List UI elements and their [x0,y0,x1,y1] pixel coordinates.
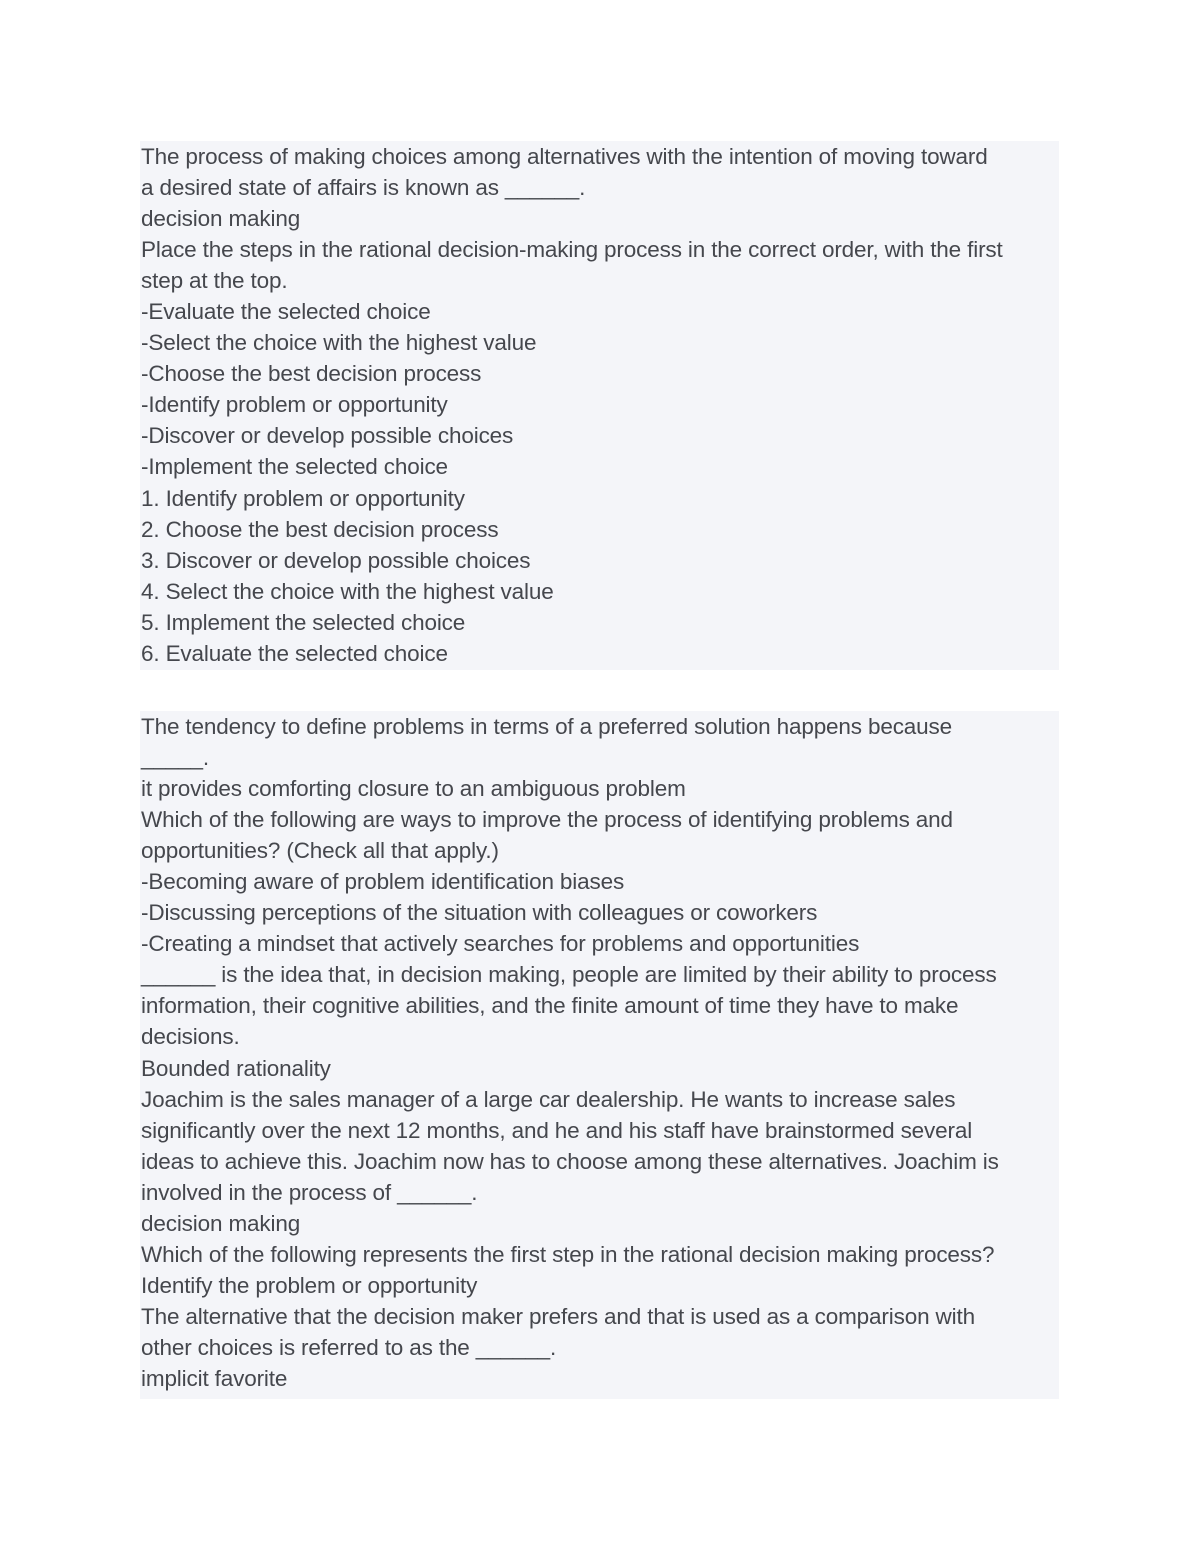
answer-line: decision making [141,1210,301,1236]
text-line: Which of the following are ways to improve the process of identifying problems and [141,807,953,833]
qa-block-1 [140,141,1059,670]
list-item: -Becoming aware of problem identification biases [141,869,625,895]
text-line: Place the steps in the rational decision-making process in the correct order, with the first [141,237,1003,263]
list-item: -Implement the selected choice [141,454,448,480]
text-line: significantly over the next 12 months, and he and his staff have brainstormed several [141,1117,973,1143]
text-line: a desired state of affairs is known as ______. [141,175,586,201]
text-line: The tendency to define problems in terms of a preferred solution happens because [141,714,952,739]
text-line: information, their cognitive abilities, and the finite amount of time they have to make [141,993,959,1019]
text-line: other choices is referred to as the ______. [141,1334,557,1360]
answer-line: Bounded rationality [141,1055,331,1081]
text-line: opportunities? (Check all that apply.) [141,838,499,864]
text-line: ideas to achieve this. Joachim now has to choose among these alternatives. Joachim is [141,1148,999,1174]
answer-line: it provides comforting closure to an ambiguous problem [141,776,686,802]
text-line: _____. [141,745,209,771]
ordered-step: 5. Implement the selected choice [141,609,466,635]
list-item: -Identify problem or opportunity [141,392,448,418]
list-item: -Discussing perceptions of the situation with colleagues or coworkers [141,900,818,926]
answer-line: Identify the problem or opportunity [141,1272,478,1298]
ordered-step: 4. Select the choice with the highest value [141,578,554,604]
list-item: -Evaluate the selected choice [141,299,431,325]
ordered-step: 3. Discover or develop possible choices [141,547,531,573]
answer-line: implicit favorite [141,1365,288,1391]
list-item: -Choose the best decision process [141,361,482,387]
ordered-step: 6. Evaluate the selected choice [141,640,448,666]
text-line: Which of the following represents the first step in the rational decision making process? [141,1241,995,1267]
ordered-step: 1. Identify problem or opportunity [141,485,465,511]
text-line: decisions. [141,1024,240,1050]
text-line: ______ is the idea that, in decision making, people are limited by their ability to process [141,962,997,988]
list-item: -Creating a mindset that actively searches for problems and opportunities [141,931,860,957]
text-line: Joachim is the sales manager of a large car dealership. He wants to increase sales [141,1086,956,1112]
answer-line: decision making [141,206,301,232]
text-line: The alternative that the decision maker prefers and that is used as a comparison with [141,1303,975,1329]
text-line: step at the top. [141,268,288,294]
ordered-step: 2. Choose the best decision process [141,516,499,542]
text-line: The process of making choices among alternatives with the intention of moving toward [141,144,988,169]
list-item: -Select the choice with the highest value [141,330,537,356]
text-line: involved in the process of ______. [141,1179,478,1205]
qa-block-2 [140,711,1059,1399]
list-item: -Discover or develop possible choices [141,423,514,449]
